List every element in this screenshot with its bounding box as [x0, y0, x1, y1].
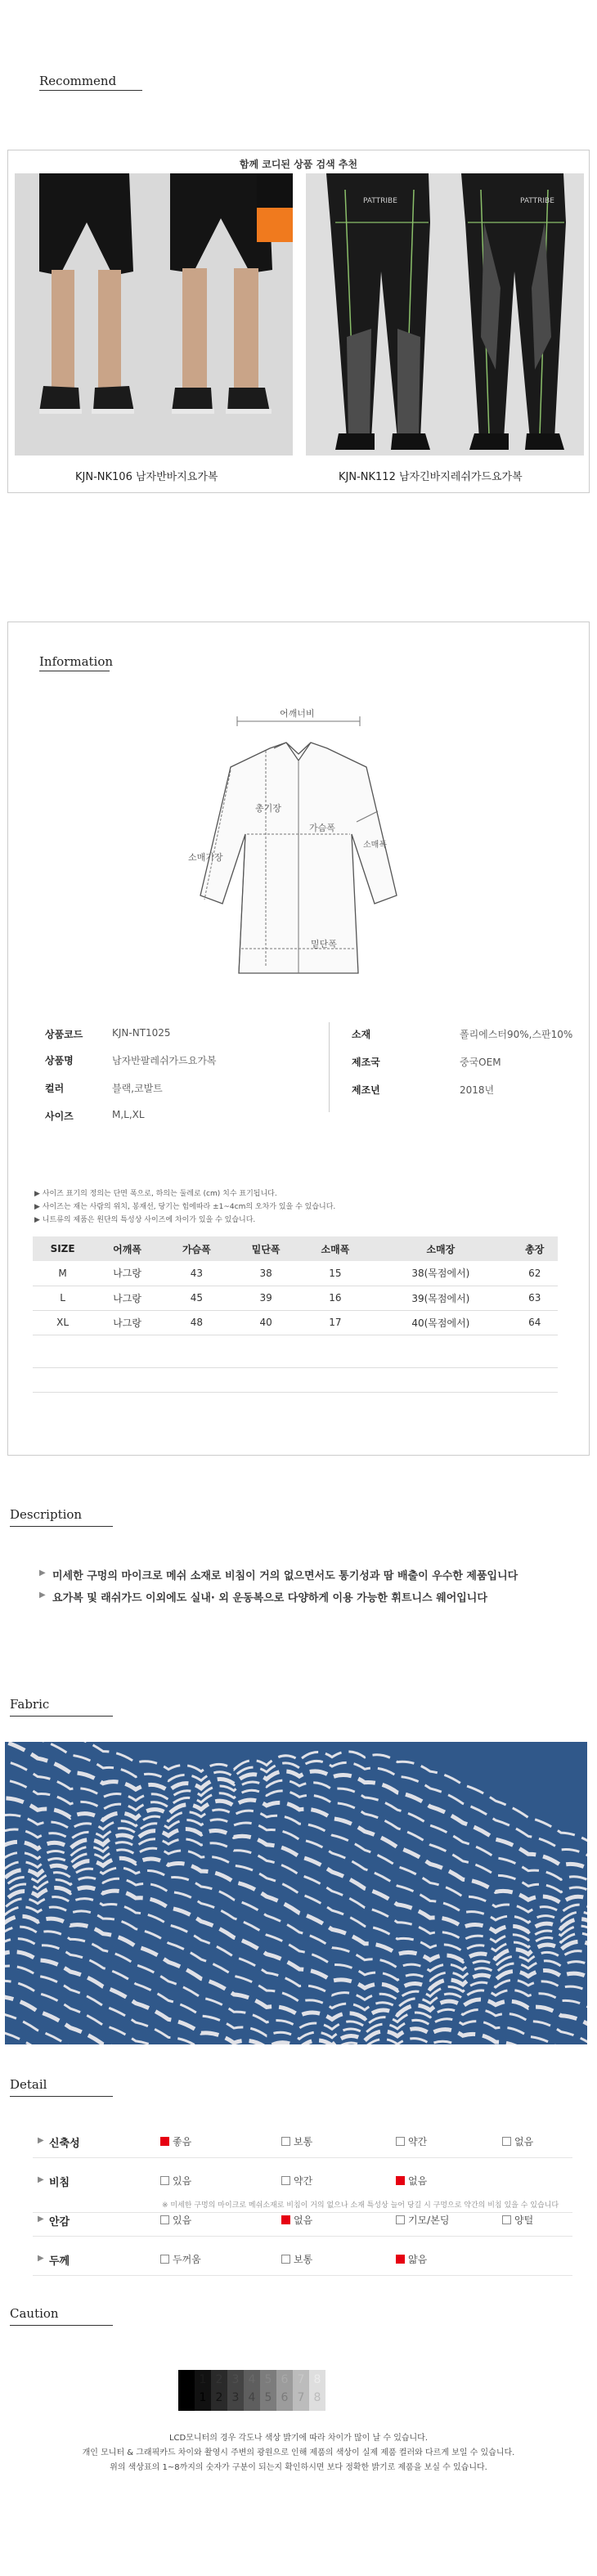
option-lining-none[interactable] [281, 2213, 312, 2227]
scale-number: 2 [215, 2373, 223, 2386]
header-cell: 밑단폭 [231, 1236, 301, 1261]
checkbox-icon [281, 2255, 290, 2264]
sheerness-note: ※ 미세한 구멍의 마이크로 메쉬소재로 비침이 거의 없으나 소재 특성상 늘어 당길 시 구멍으로 약간의 비침 있을 수 있습니다 [162, 2201, 559, 2210]
diagram-label-length: 총기장 [255, 803, 281, 814]
spec-label: 상품명 [45, 1055, 74, 1066]
header-cell: 소매장 [370, 1236, 511, 1261]
scale-swatch [309, 2370, 325, 2411]
bullet-arrow-icon: ▶ [38, 2254, 44, 2263]
option-label: 있음 [173, 2215, 192, 2226]
scale-number-shadow: 8 [313, 2391, 321, 2404]
spec-value: M,L,XL [112, 1109, 145, 1120]
table-cell: 45 [162, 1286, 231, 1310]
table-cell: 39 [231, 1286, 301, 1310]
option-sheer-none[interactable] [396, 2174, 427, 2188]
bullet-arrow-icon: ▶ [39, 1591, 46, 1600]
recommend-heading: 함께 코디된 상품 검색 추천 [239, 159, 358, 170]
table-cell: 43 [162, 1261, 231, 1286]
option-thickness-normal[interactable] [281, 2252, 312, 2266]
section-rule [10, 1716, 113, 1717]
option-lining-fleece[interactable] [396, 2213, 449, 2227]
option-label: 없음 [294, 2215, 313, 2226]
detail-label-lining: 안감 [49, 2216, 70, 2228]
table-cell: XL [33, 1310, 92, 1335]
table-cell: 62 [511, 1261, 558, 1286]
checkbox-icon [281, 2137, 290, 2146]
caution-line: 개인 모니터 & 그래픽카드 차이와 촬영시 주변의 광원으로 인해 제품의 색상이 실제 제품 컬러와 다르게 보일 수 있습니다. [82, 2448, 515, 2457]
product-caption-leggings[interactable]: KJN-NK112 남자긴바지레쉬가드요가복 [334, 468, 527, 483]
size-note: ▶ 사이즈 표기의 정의는 단면 폭으로, 하의는 둘레로 (cm) 치수 표기됩니다. [34, 1190, 277, 1198]
scale-swatch [227, 2370, 244, 2411]
option-thickness-thick[interactable] [160, 2252, 201, 2266]
detail-label-stretch: 신축성 [49, 2138, 80, 2150]
section-rule [10, 1526, 113, 1527]
checkbox-icon [160, 2215, 169, 2224]
option-stretch-slight[interactable] [396, 2134, 427, 2148]
option-sheer-slight[interactable] [281, 2174, 312, 2188]
spec-value: 2018년 [460, 1084, 495, 1096]
header-cell: 소매폭 [301, 1236, 370, 1261]
spec-label: 제조년 [352, 1084, 380, 1096]
size-table [33, 1236, 558, 1335]
scale-number: 3 [231, 2373, 240, 2386]
detail-separator [33, 2157, 572, 2158]
bullet-arrow-icon: ▶ [38, 2215, 44, 2224]
caution-line: 위의 색상표의 1~8까지의 숫자가 구분이 되는지 확인하시면 보다 정확한 밝기로 제품을 보실 수 있습니다. [110, 2463, 487, 2472]
checkbox-icon [396, 2176, 405, 2185]
spec-label: 컬러 [45, 1083, 65, 1094]
option-lining-yes[interactable] [160, 2213, 191, 2227]
section-title-information: Information [39, 654, 114, 669]
scale-number-shadow: 6 [281, 2391, 289, 2404]
bullet-arrow-icon: ▶ [39, 1568, 46, 1577]
scale-number-shadow: 1 [199, 2391, 207, 2404]
description-line: 미세한 구멍의 마이크로 메쉬 소재로 비침이 거의 없으면서도 통기성과 땀 배출이 우수한 제품입니다 [52, 1570, 518, 1582]
table-cell: 64 [511, 1310, 558, 1335]
diagram-label-chest: 가슴폭 [309, 823, 335, 833]
header-cell: 총장 [511, 1236, 558, 1261]
checkbox-icon [160, 2255, 169, 2264]
option-label: 양털 [514, 2215, 534, 2226]
option-label: 있음 [173, 2175, 192, 2187]
svg-text:PATTRIBE: PATTRIBE [520, 197, 554, 205]
option-label: 약간 [294, 2175, 313, 2187]
detail-label-thickness: 두께 [49, 2255, 70, 2268]
scale-number: 5 [264, 2373, 272, 2386]
scale-number: 1 [199, 2373, 207, 2386]
scale-number-shadow: 7 [297, 2391, 305, 2404]
section-rule [39, 90, 142, 91]
checkbox-icon [396, 2255, 405, 2264]
table-cell: 40(목점에서) [370, 1310, 511, 1335]
option-sheer-yes[interactable] [160, 2174, 191, 2188]
caution-line: LCD모니터의 경우 각도나 색상 밝기에 따라 차이가 많이 날 수 있습니다. [168, 2434, 429, 2443]
scale-number: 7 [297, 2373, 305, 2386]
product-caption-shorts[interactable]: KJN-NK106 남자반바지요가복 [70, 468, 222, 483]
table-cell: 39(목점에서) [370, 1286, 511, 1310]
scale-swatch [325, 2370, 342, 2411]
leggings-model-image [306, 173, 584, 456]
section-title-detail: Detail [10, 2077, 47, 2092]
table-cell: 17 [301, 1310, 370, 1335]
section-title-recommend: Recommend [39, 74, 117, 88]
checkbox-icon [160, 2137, 169, 2146]
option-label: 보통 [294, 2254, 313, 2265]
table-empty-row-line [33, 1392, 558, 1393]
header-cell: 가슴폭 [162, 1236, 231, 1261]
diagram-label-hem: 밑단폭 [311, 939, 337, 949]
section-title-fabric: Fabric [10, 1697, 50, 1712]
spec-label: 사이즈 [45, 1111, 74, 1122]
checkbox-icon [281, 2176, 290, 2185]
bullet-arrow-icon: ▶ [38, 2175, 44, 2184]
option-lining-wool[interactable] [502, 2213, 533, 2227]
scale-swatch [260, 2370, 276, 2411]
product-photo-shorts[interactable] [15, 173, 293, 456]
table-row [33, 1261, 558, 1286]
spec-value: 중국OEM [460, 1057, 501, 1068]
scale-number-shadow: 4 [248, 2391, 256, 2404]
table-cell: 15 [301, 1261, 370, 1286]
option-label: 얇음 [408, 2254, 428, 2265]
option-stretch-none[interactable] [502, 2134, 533, 2148]
spec-divider [329, 1022, 330, 1112]
checkbox-icon [502, 2215, 511, 2224]
section-rule [10, 2325, 113, 2326]
table-row [33, 1286, 558, 1310]
recommend-panel [7, 150, 590, 493]
table-cell: 나그랑 [92, 1286, 162, 1310]
detail-separator [33, 2275, 572, 2276]
table-cell: L [33, 1286, 92, 1310]
option-label: 없음 [514, 2136, 534, 2147]
scale-number-shadow: 5 [264, 2391, 272, 2404]
option-label: 기모/본딩 [408, 2215, 450, 2226]
scale-number: 8 [313, 2373, 321, 2386]
size-note: ▶ 사이즈는 재는 사람의 위치, 봉재선, 당기는 힘에따라 ±1~4cm의 오차가 있을 수 있습니다. [34, 1203, 336, 1211]
table-cell: M [33, 1261, 92, 1286]
option-stretch-normal[interactable] [281, 2134, 312, 2148]
scale-swatch [244, 2370, 260, 2411]
checkbox-icon [502, 2137, 511, 2146]
checkbox-icon [281, 2215, 290, 2224]
table-cell: 38(목점에서) [370, 1261, 511, 1286]
size-table-header [33, 1236, 558, 1261]
scale-swatch [195, 2370, 211, 2411]
header-cell: SIZE [33, 1236, 92, 1261]
spec-label: 제조국 [352, 1057, 380, 1068]
table-cell: 나그랑 [92, 1310, 162, 1335]
section-title-description: Description [10, 1507, 83, 1522]
diagram-label-shoulder: 어깨너비 [280, 708, 315, 719]
diagram-label-sleeve-width: 소매폭 [363, 841, 387, 850]
option-label: 약간 [408, 2136, 428, 2147]
table-cell: 40 [231, 1310, 301, 1335]
option-label: 보통 [294, 2136, 313, 2147]
size-note: ▶ 니트류의 제품은 원단의 특성상 사이즈에 차이가 있을 수 있습니다. [34, 1216, 256, 1224]
scale-swatch [276, 2370, 293, 2411]
table-cell: 38 [231, 1261, 301, 1286]
scale-swatch [293, 2370, 309, 2411]
option-thickness-thin[interactable] [396, 2252, 427, 2266]
spec-label: 상품코드 [45, 1029, 83, 1040]
option-stretch-good[interactable] [160, 2134, 191, 2148]
option-label: 좋음 [173, 2136, 192, 2147]
detail-separator [33, 2236, 572, 2237]
scale-number: 6 [281, 2373, 289, 2386]
table-row [33, 1310, 558, 1335]
option-label: 없음 [408, 2175, 428, 2187]
spec-value: 블랙,코발트 [112, 1083, 163, 1094]
scale-number: 4 [248, 2373, 256, 2386]
product-photo-leggings[interactable] [306, 173, 584, 456]
header-cell: 어깨폭 [92, 1236, 162, 1261]
table-cell: 48 [162, 1310, 231, 1335]
scale-number-shadow: 2 [215, 2391, 223, 2404]
table-cell: 63 [511, 1286, 558, 1310]
spec-value: 폴리에스터90%,스판10% [460, 1029, 573, 1040]
diagram-label-sleeve-length: 소매기장 [188, 852, 223, 863]
detail-label-sheerness: 비침 [49, 2177, 70, 2189]
checkbox-icon [160, 2176, 169, 2185]
scale-number-shadow: 3 [231, 2391, 240, 2404]
table-empty-row-line [33, 1367, 558, 1368]
option-label: 두꺼움 [173, 2254, 201, 2265]
table-cell: 16 [301, 1286, 370, 1310]
bullet-arrow-icon: ▶ [38, 2136, 44, 2145]
checkbox-icon [396, 2137, 405, 2146]
scale-swatch [178, 2370, 195, 2411]
section-title-caution: Caution [10, 2306, 59, 2321]
spec-value: KJN-NT1025 [112, 1027, 171, 1039]
fabric-pattern [5, 1742, 587, 2044]
description-line: 요가복 및 래쉬가드 이외에도 실내· 외 운동복으로 다양하게 이용 가능한 휘트니스 웨어입니다 [52, 1592, 487, 1604]
checkbox-icon [396, 2215, 405, 2224]
fabric-swatch-image [5, 1742, 587, 2044]
shorts-model-image [15, 173, 293, 456]
section-rule [10, 2096, 113, 2097]
spec-value: 남자반팔레쉬가드요가복 [112, 1055, 217, 1066]
brightness-scale [178, 2370, 342, 2411]
table-cell: 나그랑 [92, 1261, 162, 1286]
spec-label: 소재 [352, 1029, 371, 1040]
scale-swatch [211, 2370, 227, 2411]
svg-text:PATTRIBE: PATTRIBE [363, 197, 397, 205]
